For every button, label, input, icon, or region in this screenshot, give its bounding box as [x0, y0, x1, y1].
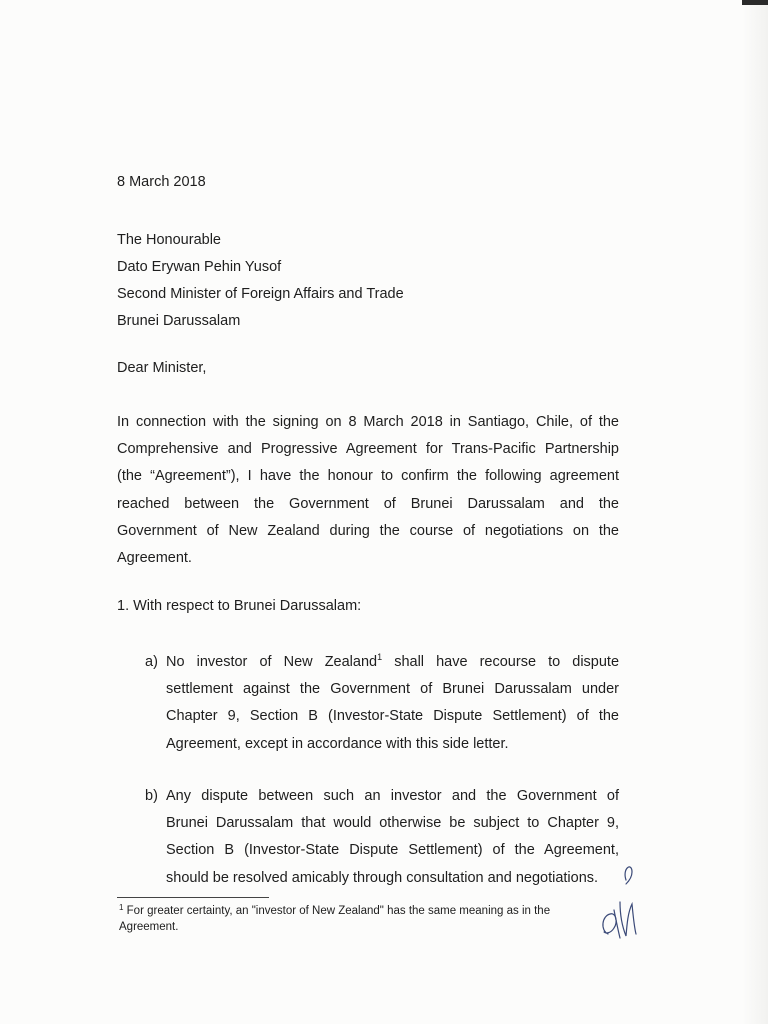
footnote-text: For greater certainty, an "investor of New Zealand" has the same meaning as in the Agreement. — [119, 905, 551, 933]
salutation: Dear Minister, — [117, 360, 207, 376]
footnote-ref: 1 — [377, 652, 383, 662]
letter-date: 8 March 2018 — [117, 174, 206, 190]
text-fragment: No investor of New Zealand — [166, 654, 378, 670]
handwritten-initials — [596, 862, 642, 944]
list-item-text — [166, 649, 619, 758]
paragraph-line: Section B (Investor-State Dispute Settlement) of the Agreement, — [166, 842, 619, 859]
paragraph-line — [166, 649, 619, 676]
paragraph-line: Brunei Darussalam that would otherwise be subject to Chapter 9, — [166, 815, 619, 832]
paragraph-line: Government of New Zealand during the course of negotiations on the — [117, 522, 619, 539]
paragraph-line: settlement against the Government of Brunei Darussalam under — [166, 681, 619, 698]
paragraph-line: reached between the Government of Brunei Darussalam and the — [117, 495, 619, 512]
text-fragment: shall have recourse to dispute — [382, 654, 620, 670]
paragraph-line: Comprehensive and Progressive Agreement for Trans-Pacific Partnership — [117, 441, 619, 458]
recipient-line: Brunei Darussalam — [117, 313, 241, 329]
paragraph-line: Agreement, except in accordance with this side letter. — [166, 735, 509, 752]
paragraph-line: Agreement. — [117, 550, 192, 567]
section-heading: 1. With respect to Brunei Darussalam: — [117, 598, 362, 614]
recipient-line: Second Minister of Foreign Affairs and Trade — [117, 286, 404, 302]
list-item-label: b) — [145, 788, 158, 804]
scan-edge — [742, 0, 768, 1024]
list-item-label: a) — [145, 654, 158, 670]
recipient-line: Dato Erywan Pehin Yusof — [117, 259, 282, 275]
intro-paragraph — [117, 409, 619, 572]
paragraph-line: (the “Agreement”), I have the honour to confirm the following agreement — [117, 468, 619, 485]
recipient-line: The Honourable — [117, 232, 221, 248]
paragraph-line: should be resolved amicably through consultation and negotiations. — [166, 869, 599, 886]
footnote-divider — [117, 897, 269, 898]
list-item-text — [166, 783, 619, 892]
scan-mark — [742, 0, 768, 5]
paragraph-line: In connection with the signing on 8 March 2018 in Santiago, Chile, of the — [117, 414, 619, 430]
paragraph-line: Any dispute between such an investor and the Government of — [166, 788, 619, 804]
footnote-marker: 1 — [119, 903, 124, 912]
paragraph-line: Chapter 9, Section B (Investor-State Dispute Settlement) of the — [166, 708, 619, 725]
footnote — [119, 903, 597, 935]
recipient-address — [117, 227, 404, 335]
